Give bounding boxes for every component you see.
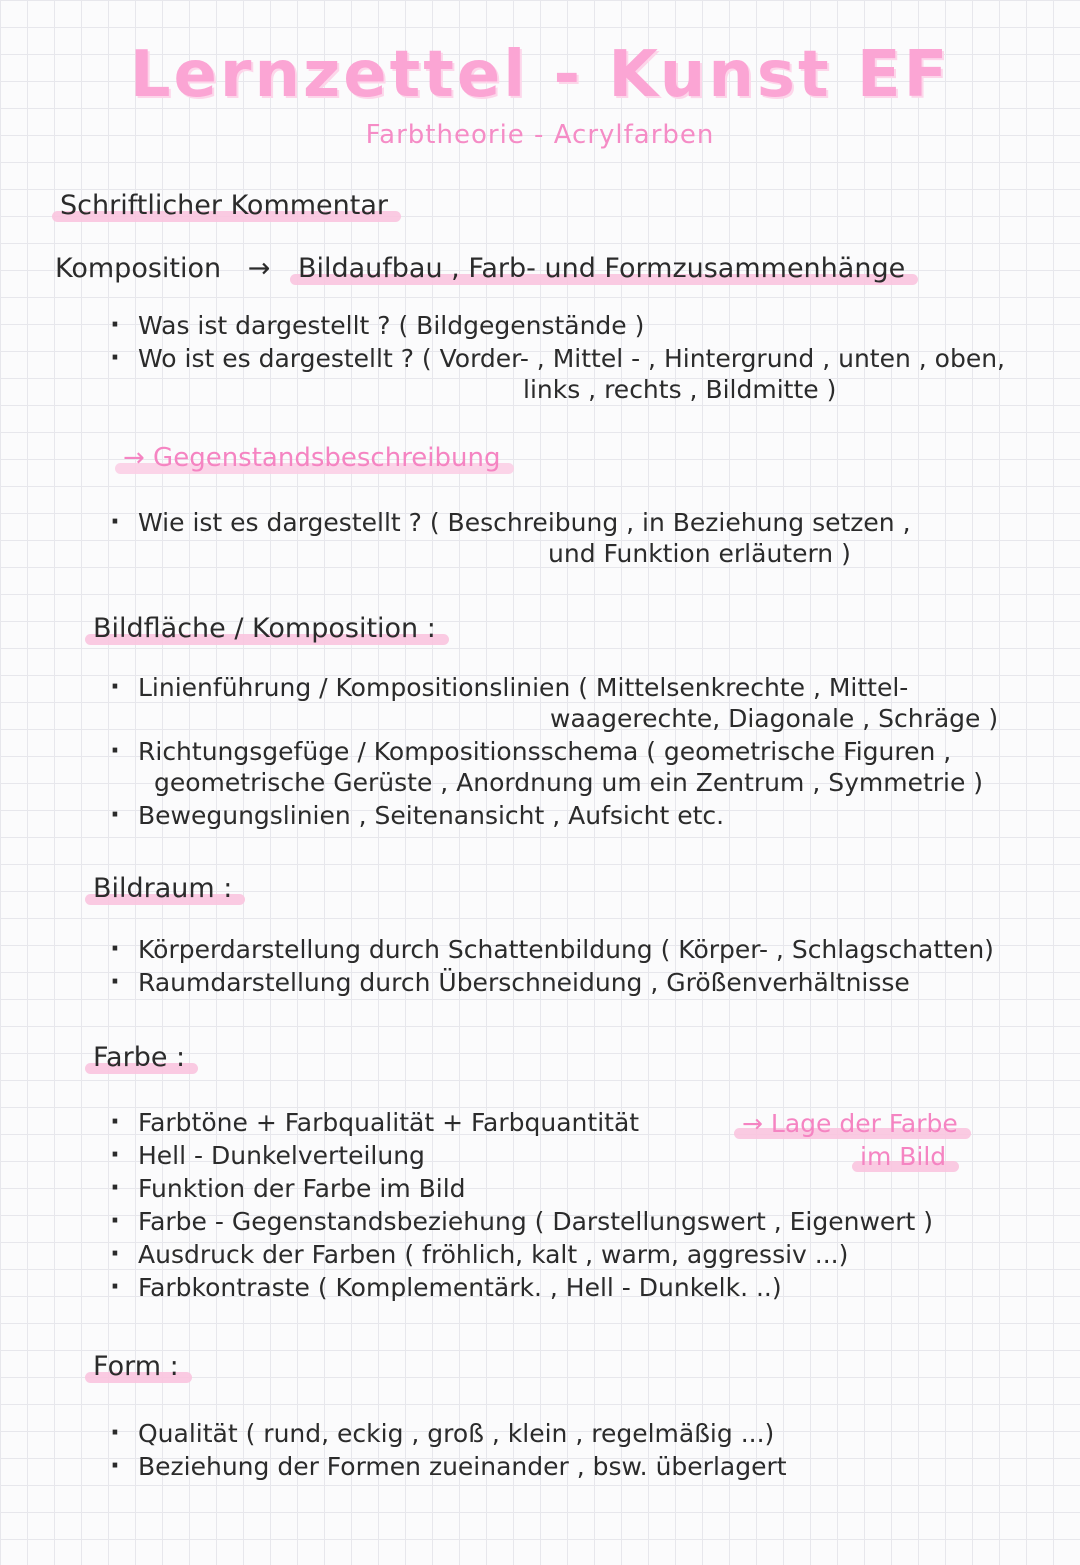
note-text: im Bild xyxy=(855,1142,951,1171)
bullet-dot xyxy=(92,800,138,830)
bullet-dot xyxy=(92,1173,138,1203)
bullet-text: Beziehung der Formen zueinander , bsw. überlagert xyxy=(138,1452,787,1481)
bullet-dot xyxy=(92,310,138,340)
bullet-text: Farbe - Gegenstandsbeziehung ( Darstellungswert , Eigenwert ) xyxy=(138,1207,934,1236)
bullet-dot xyxy=(92,507,138,537)
form-bullets xyxy=(92,1418,1080,1482)
note-text: → Gegenstandsbeschreibung xyxy=(118,443,506,473)
bullet-dot xyxy=(92,1451,138,1481)
list-item xyxy=(92,967,1080,998)
section-schriftlicher-kommentar xyxy=(55,190,1080,221)
section-heading: Schriftlicher Kommentar xyxy=(55,190,393,221)
section-bildraum xyxy=(88,873,1080,904)
section-farbe xyxy=(88,1042,1080,1073)
section-form xyxy=(88,1351,1080,1382)
arrow-icon: → xyxy=(247,253,271,284)
bullet-dot xyxy=(92,1418,138,1448)
list-item xyxy=(92,1272,1080,1303)
bullet-text: Farbtöne + Farbqualität + Farbquantität xyxy=(138,1108,640,1137)
bullet-text: Qualität ( rund, eckig , groß , klein , regelmäßig ...) xyxy=(138,1419,775,1448)
bullet-text: Hell - Dunkelverteilung xyxy=(138,1141,425,1170)
komposition-line xyxy=(55,253,1080,284)
list-item xyxy=(92,934,1080,965)
bullet-text: und Funktion erläutern ) xyxy=(548,539,851,568)
section-heading: Bildfläche / Komposition : xyxy=(88,613,441,644)
bullet-text: Was ist dargestellt ? ( Bildgegenstände ) xyxy=(138,311,645,340)
bullet-text: Bewegungslinien , Seitenansicht , Aufsicht etc. xyxy=(138,801,725,830)
notes-page xyxy=(0,38,1080,1565)
list-item xyxy=(92,1206,1080,1237)
bullet-text: Farbkontraste ( Komplementärk. , Hell - Dunkelk. ..) xyxy=(138,1273,782,1302)
list-item xyxy=(92,507,1080,569)
wie-bullet-block xyxy=(92,507,1080,569)
bullet-dot xyxy=(92,934,138,964)
bullet-text: geometrische Gerüste , Anordnung um ein Zentrum , Symmetrie ) xyxy=(154,768,984,797)
bullet-dot xyxy=(92,736,138,766)
note-text: → Lage der Farbe xyxy=(737,1109,963,1138)
bullet-text: Wo ist es dargestellt ? ( Vorder- , Mittel - , Hintergrund , unten , oben, xyxy=(138,344,1006,373)
section-bildflaeche xyxy=(88,613,1080,644)
bullet-text: links , rechts , Bildmitte ) xyxy=(523,375,837,404)
bullet-dot xyxy=(92,672,138,702)
section-heading: Bildraum : xyxy=(88,873,237,904)
bullet-dot xyxy=(92,1272,138,1302)
farbe-bullets xyxy=(92,1107,1080,1303)
bullet-text: Richtungsgefüge / Kompositionsschema ( geometrische Figuren , xyxy=(138,737,952,766)
bildflaeche-bullets xyxy=(92,672,1080,831)
list-item xyxy=(92,1173,1080,1204)
bullet-text: Raumdarstellung durch Überschneidung , Größenverhältnisse xyxy=(138,968,910,997)
list-item xyxy=(92,343,1080,405)
list-item xyxy=(92,800,1080,831)
page-subtitle: Farbtheorie - Acrylfarben xyxy=(365,120,715,150)
bullet-dot xyxy=(92,1107,138,1137)
bullet-dot xyxy=(92,1140,138,1170)
bullet-text: Ausdruck der Farben ( fröhlich, kalt , warm, aggressiv ...) xyxy=(138,1240,849,1269)
bullet-dot xyxy=(92,967,138,997)
section-heading: Farbe : xyxy=(88,1042,190,1073)
bullet-dot xyxy=(92,1206,138,1236)
list-item xyxy=(92,310,1080,341)
komposition-bullets xyxy=(92,310,1080,405)
bullet-text: waagerechte, Diagonale , Schräge ) xyxy=(550,704,999,733)
farbe-side-note xyxy=(737,1107,963,1173)
bullet-dot xyxy=(92,1239,138,1269)
bildraum-bullets xyxy=(92,934,1080,998)
list-item xyxy=(92,672,1080,734)
bullet-text: Körperdarstellung durch Schattenbildung ( Körper- , Schlagschatten) xyxy=(138,935,994,964)
list-item xyxy=(92,736,1080,798)
komposition-label: Komposition xyxy=(55,253,222,284)
page-title: Lernzettel - Kunst EF xyxy=(129,38,951,112)
section-heading: Form : xyxy=(88,1351,184,1382)
komposition-definition: Bildaufbau , Farb- und Formzusammenhänge xyxy=(293,253,910,284)
bullet-text: Linienführung / Kompositionslinien ( Mittelsenkrechte , Mittel- xyxy=(138,673,909,702)
list-item xyxy=(92,1239,1080,1270)
list-item xyxy=(92,1418,1080,1449)
bullet-text: Funktion der Farbe im Bild xyxy=(138,1174,466,1203)
bullet-text: Wie ist es dargestellt ? ( Beschreibung , in Beziehung setzen , xyxy=(138,508,911,537)
bullet-dot xyxy=(92,343,138,373)
gegenstandsbeschreibung-note xyxy=(118,443,1080,473)
list-item xyxy=(92,1451,1080,1482)
